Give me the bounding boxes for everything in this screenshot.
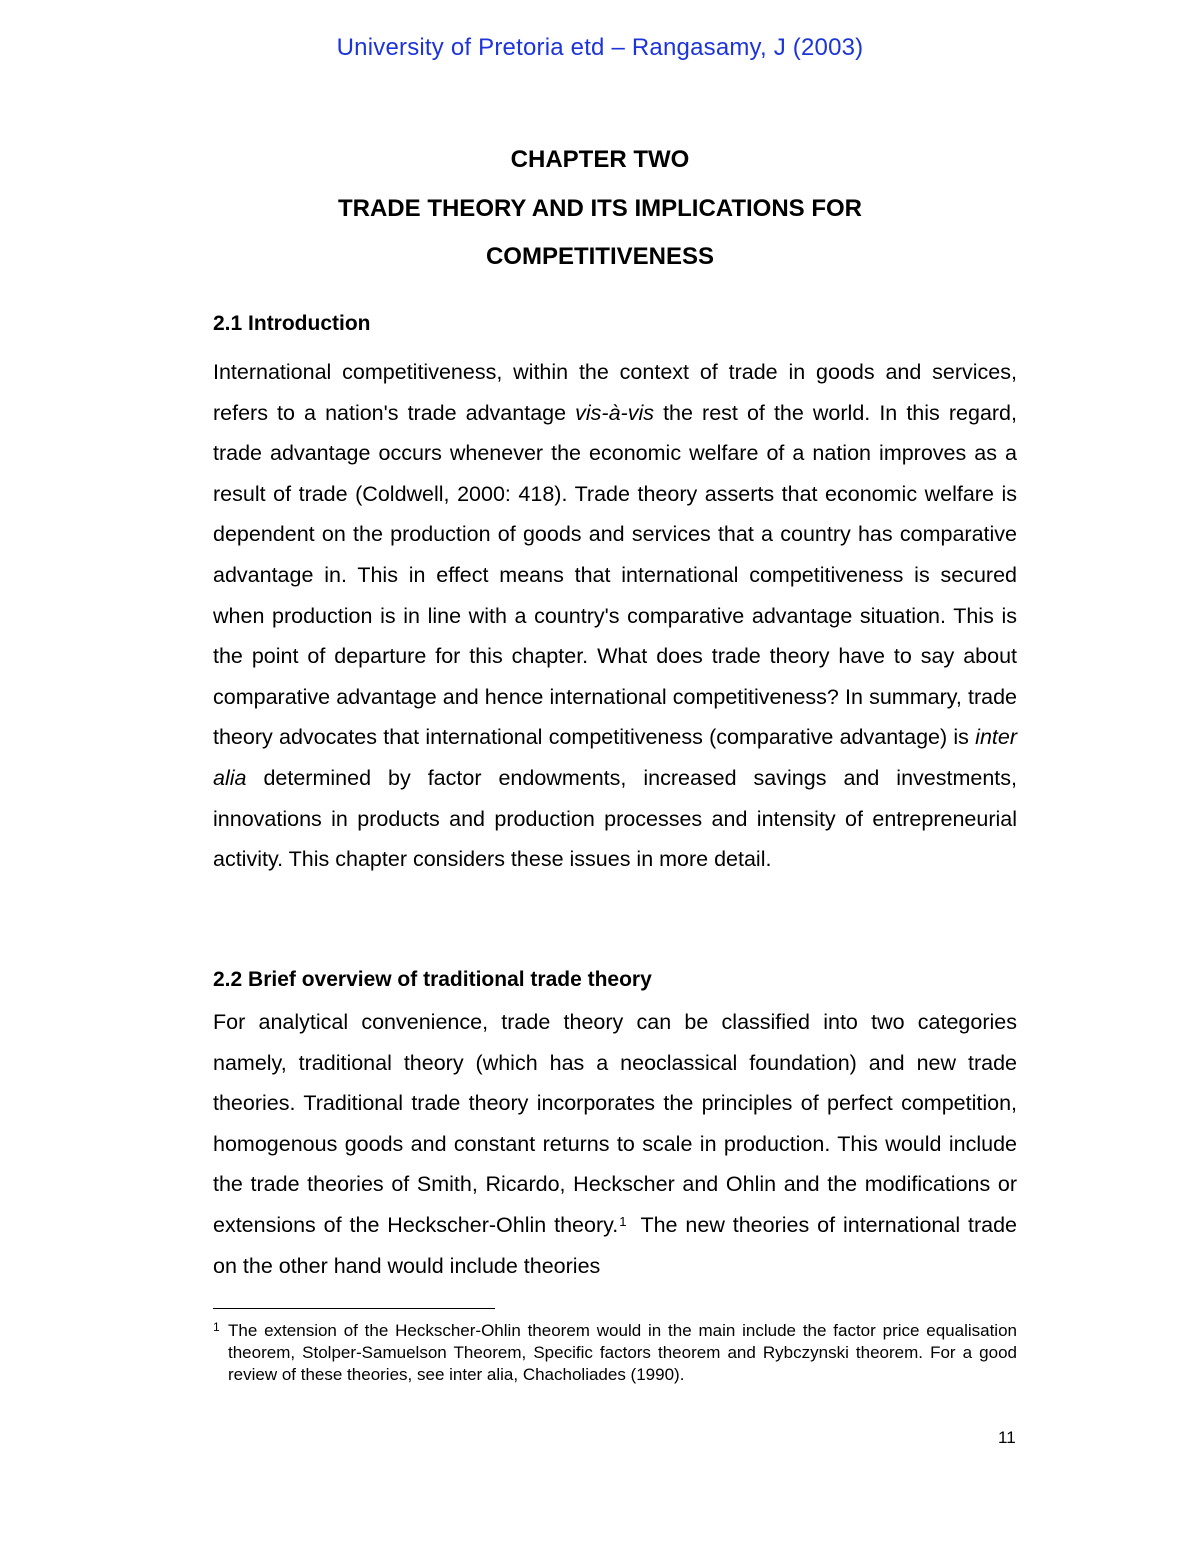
section-heading-traditional-trade-theory: 2.2 Brief overview of traditional trade theory [213,968,652,991]
chapter-title-line-2: COMPETITIVENESS [485,243,715,270]
chapter-number: CHAPTER TWO [510,146,690,173]
intro-text-part-3: determined by factor endowments, increased savings and investments, innovations in products and production processes and intensity of entrepreneurial activity. This chapter considers these issues in more detail. [213,765,1017,872]
footnote-text: The extension of the Heckscher-Ohlin theorem would in the main include the factor price equalisation theorem, Stolper-Samuelson Theorem, Specific factors theorem and Rybczynski theorem. For a good review of these theories, see inter alia, Chacholiades (1990). [228,1321,1017,1384]
overview-text-part-2: The new theories of international trade on the other hand would include theories [213,1212,1017,1278]
intro-italic-vis-a-vis: vis-à-vis [575,400,654,425]
intro-italic-inter-alia: inter alia [213,725,1017,790]
footnote [213,1320,1017,1386]
chapter-title-line-1: TRADE THEORY AND ITS IMPLICATIONS FOR [337,195,862,222]
watermark-header: University of Pretoria etd – Rangasamy, J (2003) [336,34,864,61]
page-number: 11 [998,1428,1016,1447]
footnote-mark: 1 [213,1320,220,1334]
overview-text-part-1: For analytical convenience, trade theory can be classified into two categories namely, traditional theory (which has a neoclassical foundation) and new trade theories. Traditional trade theory incorporates the principles of perfect competition, homogenous goods and constant returns to scale in production. This would include the trade theories of Smith, Ricardo, Heckscher and Ohlin and the modifications or extensions of the Heckscher-Ohlin theory. [213,1010,1017,1237]
traditional-theory-paragraph [213,1002,1017,1286]
footnote-reference[interactable]: 1 [619,1213,627,1229]
intro-text-part-1: International competitiveness, within the context of trade in goods and services, refers to a nation's trade advantage [213,360,1017,425]
section-heading-introduction: 2.1 Introduction [213,312,371,335]
intro-text-part-2: the rest of the world. In this regard, trade advantage occurs whenever the economic welfare of a nation improves as a result of trade (Coldwell, 2000: 418). Trade theory asserts that economic welfare is dependent on the production of goods and services that a country has comparative advantage in. This in effect means that international competitiveness is secured when production is in line with a country's comparative advantage situation. This is the point of departure for this chapter. What does trade theory have to say about comparative advantage and hence international competitiveness? In summary, trade theory advocates that international competitiveness (comparative advantage) is [213,400,1017,750]
footnote-divider [213,1308,495,1309]
introduction-paragraph [213,352,1017,880]
